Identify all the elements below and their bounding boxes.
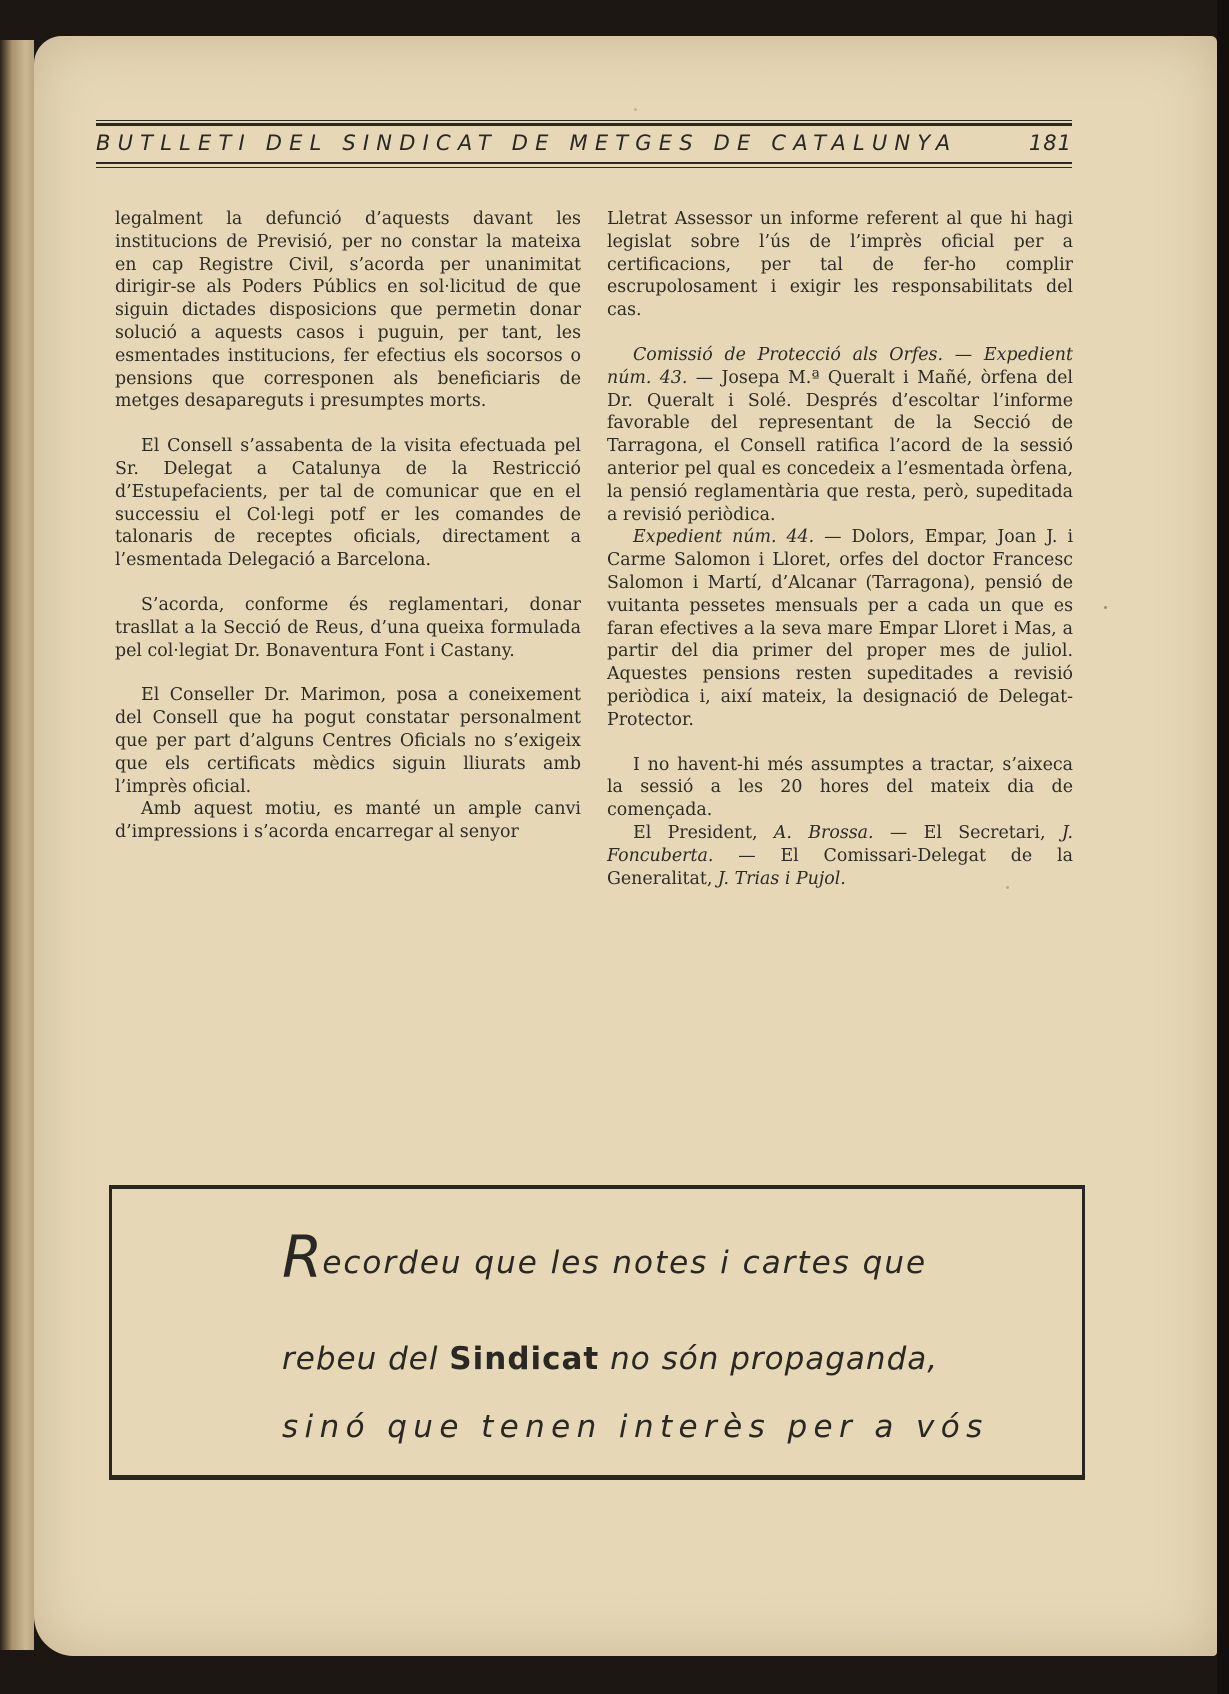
notice-dropcap: R [282,1223,323,1291]
header-rule-top [96,120,1072,121]
notice-line-3: sinó que tenen interès per a vós [282,1409,989,1445]
scan-background [1217,0,1229,1694]
header-row [96,126,1072,160]
page-header [96,120,1072,168]
notice-text [112,1189,1082,1475]
right-paragraph-4: I no havent-hi més assumptes a tractar, s’aixeca la sessió a les 20 hores del mateix dia de començada. [607,754,1073,821]
signature-commissioner-label: — El Comissari-Delegat de la Generalitat, [607,845,1073,889]
paper-speck [1104,606,1107,609]
expedient-44-text: — Dolors, Empar, Joan J. i Carme Salomon i Lloret, orfes del doctor Francesc Salomon i Martí, d’Alcanar (Tarragona), pensió de vuitanta pessetes mensuals per a cada un que es faran efectives a la seva mare Empar Lloret i Mas, a partir del dia primer del proper mes de juliol. Aquestes pensions resten supeditades a revisió periòdica i, així mateix, la designació de Delegat-Protector. [607,527,1074,730]
left-paragraph-3: S’acorda, conforme és reglamentari, donar trasllat a la Secció de Reus, d’una queixa formulada pel col·legiat Dr. Bonaventura Font i Castany. [115,594,581,661]
signature-president-name: A. Brossa. [773,822,874,843]
right-paragraph-3 [607,526,1073,731]
right-paragraph-1: Lletrat Assessor un informe referent al que hi hagi legislat sobre l’ús de l’imprès oficial per a certificacions, per tal de fer-ho complir escrupolosament i exigir les responsabilitats del cas. [607,209,1073,321]
running-title: BUTLLETI DEL SINDICAT DE METGES DE CATALUNYA [96,131,958,155]
expedient-43-text: — Josepa M.ª Queralt i Mañé, òrfena del Dr. Queralt i Solé. Després d’escoltar l’informe favorable del representant de la Secció de Tarragona, el Consell ratifica l’acord de la sessió anterior pel qual es concedeix a l’esmentada òrfena, la pensió reglamentària que resta, però, supeditada a revisió periòdica. [607,367,1073,525]
signature-president-label: El President, [633,822,774,843]
notice-box [109,1186,1085,1478]
right-paragraph-2 [607,344,1073,526]
notice-line-2 [282,1341,938,1377]
right-column [607,208,1073,890]
paper-speck [1006,886,1009,889]
journal-page [34,36,1217,1656]
left-column [115,208,581,844]
notice-sindicat-word: Sindicat [449,1341,600,1377]
orphans-committee-heading: Comissió de Protecció als Orfes. — Expedient núm. 43. [607,344,1073,388]
paper-speck [634,108,637,111]
adjacent-page-edge [0,40,34,1650]
left-paragraph-1: legalment la defunció d’aquests davant les institucions de Previsió, per no constar la mateixa en cap Registre Civil, s’acorda per unanimitat dirigir-se als Poders Públics en sol·licitud de que siguin dictades disposicions que permetin donar solució a aquests casos i puguin, per tant, les esmentades institucions, fer efectius els socorsos o pensions que corresponen als beneficiaris de metges desapareguts i presumptes morts. [115,209,581,412]
signature-secretary-name: J. Foncuberta. [607,822,1073,866]
notice-line-1 [282,1223,927,1291]
left-paragraph-4: El Conseller Dr. Marimon, posa a coneixement del Consell que ha pogut constatar personalment que per part d’alguns Centres Oficials no s’exigeix que els certificats mèdics siguin lliurats amb l’imprès oficial. [115,685,581,797]
notice-line-1-text: ecordeu que les notes i cartes que [322,1245,928,1281]
header-rule-bottom-thin [96,167,1072,168]
page-number: 181 [1028,131,1072,155]
signature-secretary-label: — El Secretari, [873,822,1062,843]
notice-line-2-b: no són propaganda, [599,1341,939,1377]
left-paragraph-5: Amb aquest motiu, es manté un ample canvi d’impressions i s’acorda encarregar al senyor [115,799,581,843]
notice-line-2-a: rebeu del [282,1341,450,1377]
header-rule-bottom [96,162,1072,164]
expedient-44-heading: Expedient núm. 44. [633,527,815,548]
signatures-paragraph [607,822,1073,890]
left-paragraph-2: El Consell s’assabenta de la visita efectuada pel Sr. Delegat a Catalunya de la Restricció d’Estupefacients, per tal de comunicar que en el successiu el Col·legi potf er les comandes de talonaris de receptes oficials, directament a l’esmentada Delegació a Barcelona. [115,436,581,571]
signature-commissioner-name: J. Trias i Pujol. [717,868,846,889]
